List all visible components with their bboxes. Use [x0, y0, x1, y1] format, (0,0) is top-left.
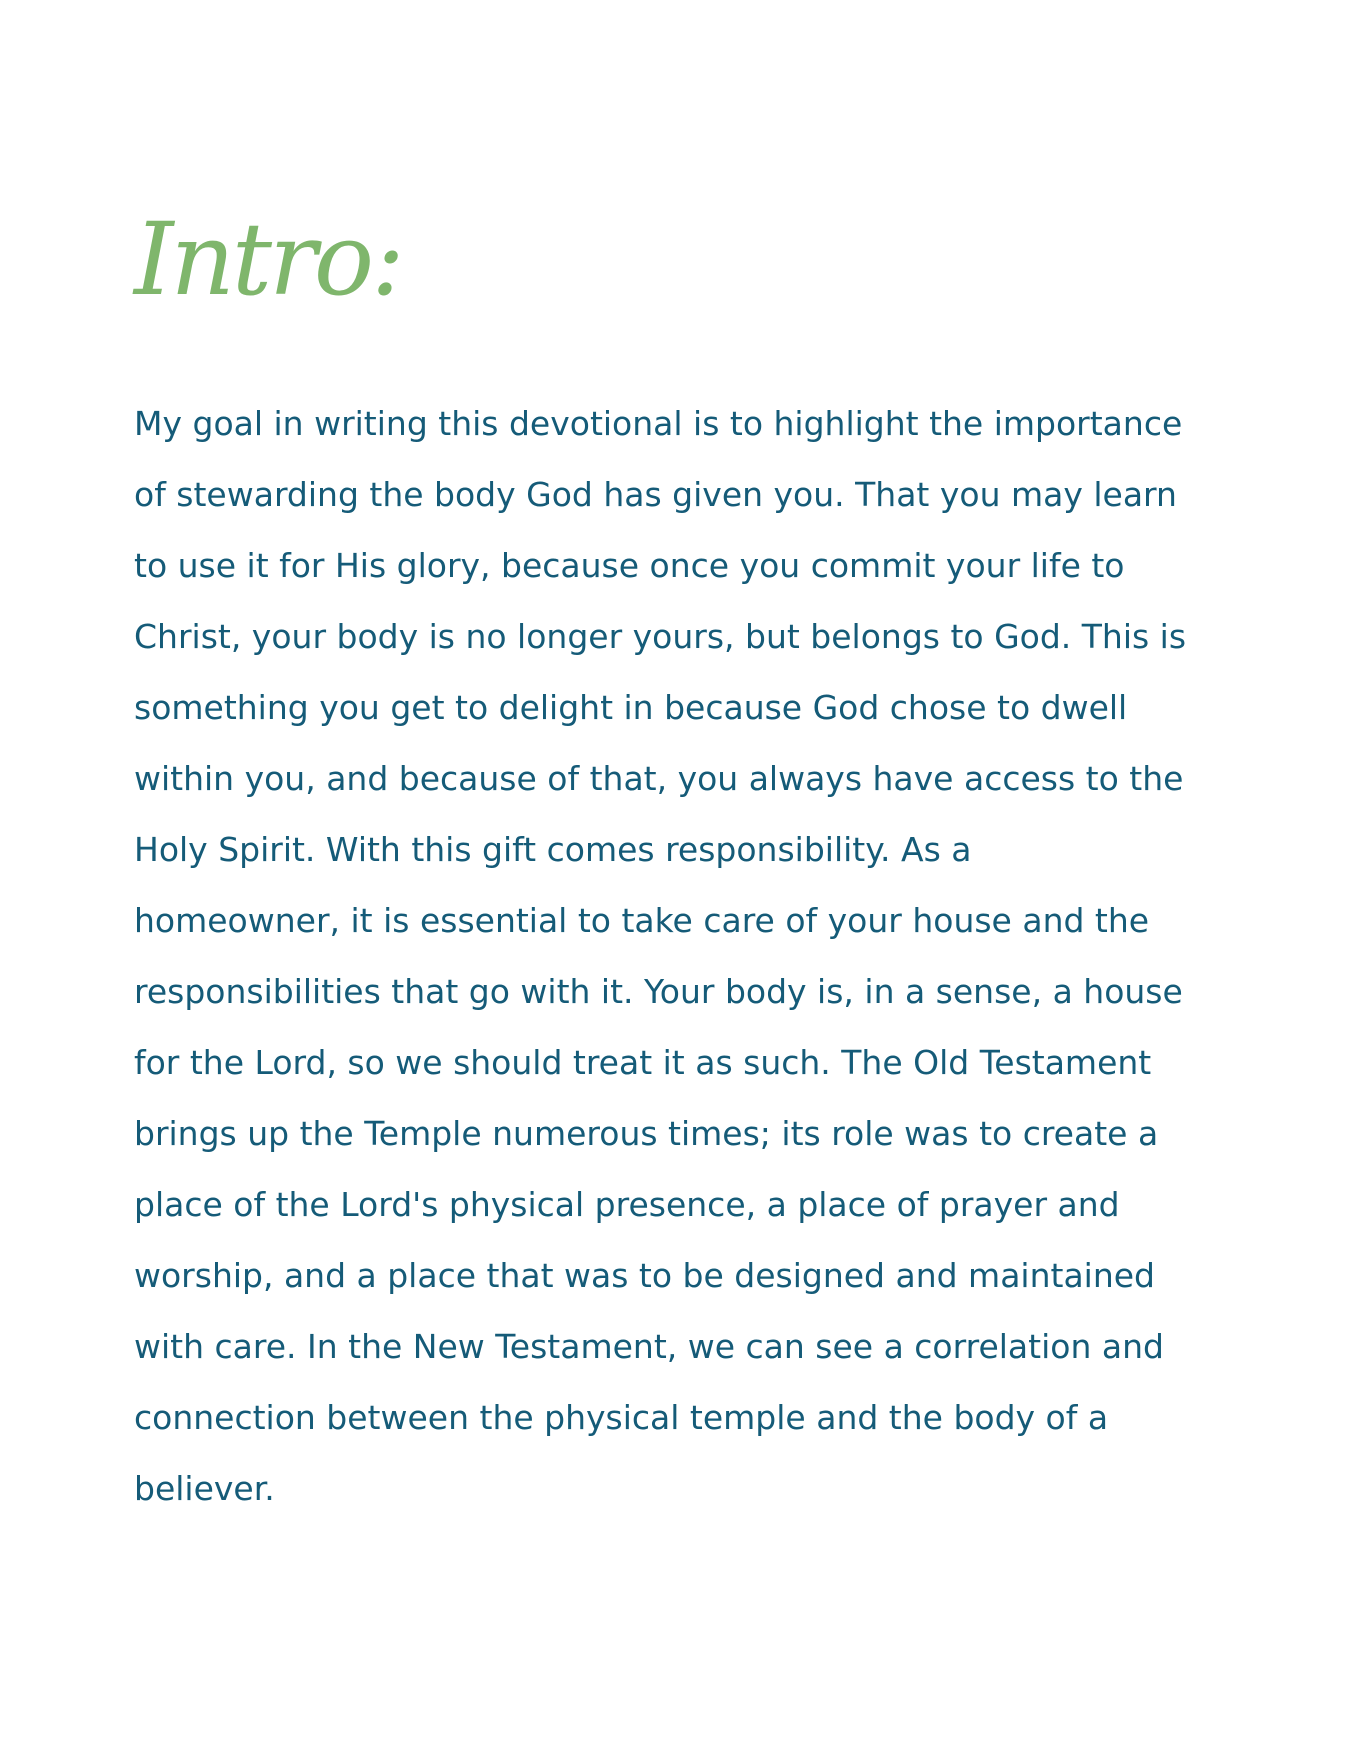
paragraph-line: Christ, your body is no longer yours, but belongs to God. This is [134, 617, 1187, 656]
paragraph-line: connection between the physical temple and the body of a [134, 1398, 1109, 1437]
paragraph-line: worship, and a place that was to be designed and maintained [134, 1256, 1156, 1295]
paragraph-line: to use it for His glory, because once you commit your life to [134, 546, 1125, 585]
paragraph-line: responsibilities that go with it. Your body is, in a sense, a house [134, 972, 1183, 1011]
paragraph-line: something you get to delight in because God chose to dwell [134, 688, 1128, 727]
paragraph-line: place of the Lord's physical presence, a place of prayer and [134, 1185, 1120, 1224]
paragraph-line: of stewarding the body God has given you. That you may learn [134, 475, 1177, 514]
paragraph-line: Holy Spirit. With this gift comes responsibility. As a [134, 830, 972, 869]
paragraph-line: brings up the Temple numerous times; its role was to create a [134, 1114, 1159, 1153]
paragraph-line: with care. In the New Testament, we can see a correlation and [134, 1327, 1164, 1366]
paragraph-line: within you, and because of that, you always have access to the [134, 759, 1184, 798]
paragraph-line: My goal in writing this devotional is to highlight the importance [134, 404, 1183, 443]
intro-paragraph [134, 388, 1254, 1524]
paragraph-line: for the Lord, so we should treat it as such. The Old Testament [134, 1043, 1152, 1082]
page-title: Intro: [134, 201, 402, 318]
paragraph-line: believer. [134, 1469, 275, 1508]
paragraph-line: homeowner, it is essential to take care of your house and the [134, 901, 1150, 940]
